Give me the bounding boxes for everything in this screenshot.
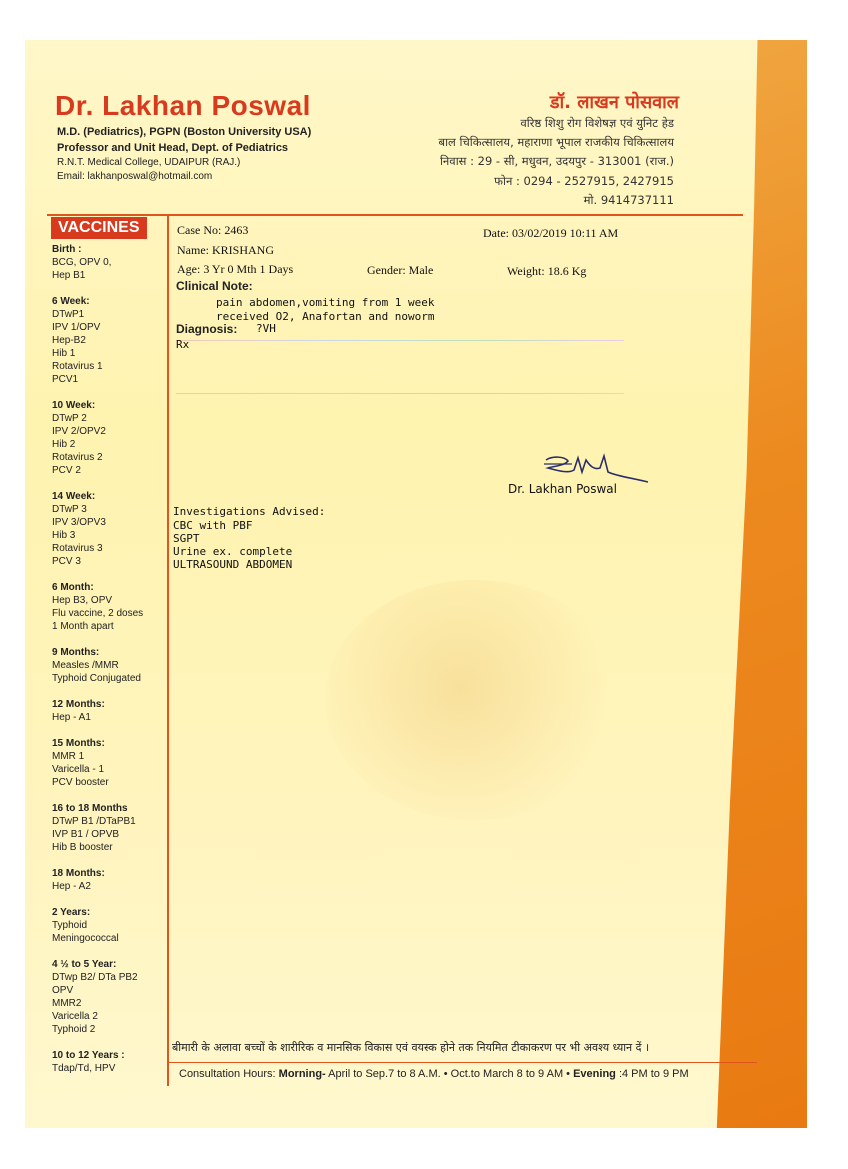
rx-label: Rx [176, 338, 190, 351]
vaccine-item: Hep B3, OPV [52, 595, 113, 606]
vaccine-item: Hib 2 [52, 439, 76, 450]
patient-weight: Weight: 18.6 Kg [507, 264, 587, 278]
vaccine-group [52, 698, 170, 724]
vaccine-item: Typhoid Conjugated [52, 673, 141, 684]
vaccine-group-title: 6 Month: [52, 582, 94, 593]
vaccine-item: Hep - A2 [52, 881, 91, 892]
hindi-phone-line: फोन : 0294 - 2527915, 2427915 [494, 174, 674, 188]
vaccine-group [52, 906, 170, 945]
consultation-hours [179, 1068, 689, 1080]
vaccine-group [52, 958, 170, 1036]
investigation-item: Urine ex. complete [173, 545, 293, 558]
vaccine-item: PCV booster [52, 777, 109, 788]
vaccine-item: IPV 1/OPV [52, 322, 101, 333]
diagnosis-value: ?VH [256, 322, 276, 335]
case-number: Case No: 2463 [177, 223, 249, 237]
vaccine-item: DTwP B1 /DTaPB1 [52, 816, 136, 827]
footer-divider [167, 1062, 757, 1063]
vaccine-group [52, 867, 170, 893]
vaccine-item: Hib 1 [52, 348, 76, 359]
header-divider [47, 214, 743, 216]
vaccine-group [52, 802, 170, 854]
vaccine-group [52, 646, 170, 685]
vaccine-item: MMR2 [52, 998, 82, 1009]
vaccine-group [52, 581, 170, 633]
vaccine-group [52, 295, 170, 386]
vaccine-group [52, 243, 170, 282]
vaccine-item: DTwp B2/ DTa PB2 [52, 972, 138, 983]
vaccine-group-title: 16 to 18 Months [52, 803, 128, 814]
vaccine-item: IPV 2/OPV2 [52, 426, 106, 437]
vaccine-item: PCV1 [52, 374, 79, 385]
doctor-name-en: Dr. Lakhan Poswal [55, 90, 311, 121]
vaccines-badge: VACCINES [51, 217, 147, 239]
footer-hindi-note: बीमारी के अलावा बच्चों के शारीरिक व मानसिक विकास एवं वयस्क होने तक नियमित टीकाकरण पर भी अवश्य ध्यान दें । [172, 1041, 650, 1054]
vaccine-group [52, 737, 170, 789]
vaccine-group [52, 399, 170, 477]
vaccine-item: Varicella 2 [52, 1011, 98, 1022]
vaccine-item: Meningococcal [52, 933, 119, 944]
orange-side-stripe [697, 40, 807, 1128]
vaccine-group-title: 2 Years: [52, 907, 91, 918]
vaccine-item: Flu vaccine, 2 doses [52, 608, 144, 619]
vaccine-group-title: 4 ½ to 5 Year: [52, 959, 117, 970]
investigation-item: CBC with PBF [173, 519, 253, 532]
vaccine-group [52, 490, 170, 568]
vaccine-item: OPV [52, 985, 74, 996]
investigation-item: SGPT [173, 532, 200, 545]
clinical-note-line-1: pain abdomen,vomiting from 1 week [216, 296, 435, 309]
evening-label: Evening [573, 1068, 616, 1080]
vaccine-item: DTwP 3 [52, 504, 87, 515]
hindi-title-line: वरिष्ठ शिशु रोग विशेषज्ञ एवं युनिट हेड [520, 116, 674, 130]
vaccine-item: Hep - A1 [52, 712, 91, 723]
vaccine-item: Hep B1 [52, 270, 86, 281]
vaccine-item: Rotavirus 3 [52, 543, 103, 554]
hindi-address-line: निवास : 29 - सी, मधुवन, उदयपुर - 313001 (राज.) [439, 154, 674, 168]
morning-hours: April to Sep.7 to 8 A.M. • Oct.to March 8 to 9 AM • [325, 1068, 574, 1080]
prescription-sheet [25, 40, 807, 1128]
vaccine-item: MMR 1 [52, 751, 85, 762]
patient-age: Age: 3 Yr 0 Mth 1 Days [177, 262, 294, 276]
clinical-note-line-2: received O2, Anafortan and noworm [216, 310, 435, 323]
hindi-mobile-line: मो. 9414737111 [583, 193, 674, 207]
vaccine-item: IVP B1 / OPVB [52, 829, 120, 840]
diagnosis-label: Diagnosis: [176, 322, 238, 336]
vaccine-group-title: 10 to 12 Years : [52, 1050, 125, 1061]
vaccine-item: Rotavirus 2 [52, 452, 103, 463]
vaccine-item: Typhoid [52, 920, 88, 931]
vaccine-item: DTwP1 [52, 309, 85, 320]
vaccine-item: Varicella - 1 [52, 764, 105, 775]
morning-label: Morning- [278, 1068, 326, 1080]
vaccine-group-title: 15 Months: [52, 738, 105, 749]
vaccine-item: Hep-B2 [52, 335, 86, 346]
vaccine-group-title: 10 Week: [52, 400, 96, 411]
clinical-note-heading: Clinical Note: [176, 279, 253, 293]
vaccine-item: PCV 3 [52, 556, 81, 567]
vaccine-group-title: 18 Months: [52, 868, 105, 879]
vaccine-item: IPV 3/OPV3 [52, 517, 106, 528]
patient-name: Name: KRISHANG [177, 243, 274, 257]
investigation-item: ULTRASOUND ABDOMEN [173, 558, 293, 571]
vaccine-group-title: 14 Week: [52, 491, 96, 502]
vaccine-schedule-list [52, 243, 170, 1088]
vaccine-group [52, 1049, 170, 1075]
evening-hours: :4 PM to 9 PM [615, 1068, 689, 1080]
hours-prefix: Consultation Hours: [179, 1068, 279, 1080]
qualification-line: M.D. (Pediatrics), PGPN (Boston University USA) [57, 126, 312, 138]
vaccine-item: Rotavirus 1 [52, 361, 103, 372]
vaccine-item: PCV 2 [52, 465, 81, 476]
vaccine-item: Typhoid 2 [52, 1024, 96, 1035]
baby-watermark [325, 580, 625, 820]
email-line[interactable]: Email: lakhanposwal@hotmail.com [57, 171, 213, 182]
vaccine-item: Measles /MMR [52, 660, 119, 671]
vaccine-item: Tdap/Td, HPV [52, 1063, 116, 1074]
vaccine-item: DTwP 2 [52, 413, 87, 424]
vaccine-item: 1 Month apart [52, 621, 114, 632]
doctor-name-hi: डॉ. लाखन पोसवाल [549, 92, 679, 113]
rx-underline [176, 393, 624, 394]
vaccine-group-title: 12 Months: [52, 699, 105, 710]
investigations-heading: Investigations Advised: [173, 505, 326, 518]
vaccine-group-title: Birth : [52, 244, 82, 255]
vaccine-group-title: 6 Week: [52, 296, 90, 307]
college-line: R.N.T. Medical College, UDAIPUR (RAJ.) [57, 157, 241, 168]
visit-date: Date: 03/02/2019 10:11 AM [483, 226, 619, 240]
vaccine-group-title: 9 Months: [52, 647, 100, 658]
signature-icon [542, 452, 652, 484]
vaccine-item: BCG, OPV 0, [52, 257, 112, 268]
hindi-hospital-line: बाल चिकित्सालय, महाराणा भूपाल राजकीय चिकित्सालय [438, 135, 674, 149]
patient-gender: Gender: Male [367, 263, 434, 277]
diagnosis-underline [176, 340, 624, 341]
vaccine-item: Hib B booster [52, 842, 113, 853]
signature-name: Dr. Lakhan Poswal [508, 482, 617, 496]
role-line: Professor and Unit Head, Dept. of Pediatrics [57, 142, 289, 154]
vaccine-item: Hib 3 [52, 530, 76, 541]
